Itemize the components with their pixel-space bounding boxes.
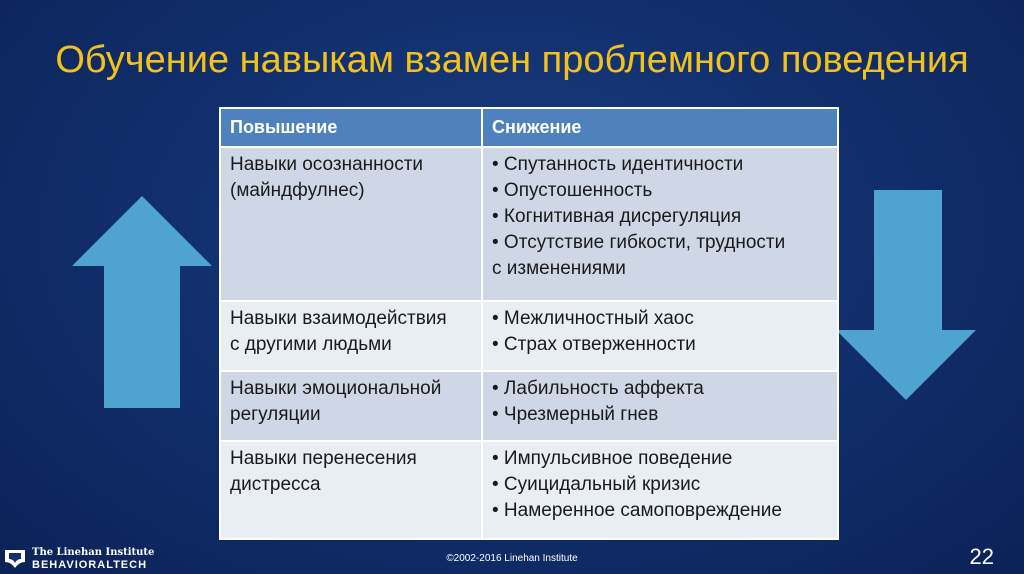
header-decrease: Снижение [482, 108, 838, 147]
skill-line: Навыки взаимодействия [230, 308, 447, 329]
skill-line: регуляции [230, 404, 321, 425]
skill-line: Навыки эмоциональной [230, 378, 442, 399]
reduce-item: • Импульсивное поведение [492, 448, 733, 469]
skill-line: Навыки осознанности [230, 154, 424, 175]
skill-line: Навыки перенесения [230, 448, 417, 469]
table-row [220, 301, 838, 371]
skill-cell [220, 301, 482, 371]
reduce-item: • Суицидальный кризис [492, 474, 701, 495]
table-row [220, 371, 838, 441]
skill-line: (майндфулнес) [230, 180, 365, 201]
arrow-down-icon [836, 190, 976, 400]
table-row [220, 147, 838, 301]
reduce-item: • Опустошенность [492, 180, 653, 201]
skill-cell [220, 147, 482, 301]
skill-line: с другими людьми [230, 334, 392, 355]
reduce-item: • Лабильность аффекта [492, 378, 704, 399]
skill-line: дистресса [230, 474, 321, 495]
arrow-up-icon [72, 196, 212, 408]
reduce-item: • Спутанность идентичности [492, 154, 744, 175]
logo-line-2: BEHAVIORALTECH [32, 559, 148, 571]
reduce-cell [482, 301, 838, 371]
table-header-row [220, 108, 838, 147]
reduce-cell [482, 371, 838, 441]
reduce-cell [482, 441, 838, 539]
logo-line-1: The Linehan Institute [32, 547, 155, 558]
slide-number: 22 [969, 544, 994, 569]
skills-table [219, 107, 839, 540]
header-increase: Повышение [220, 108, 482, 147]
reduce-item: • Когнитивная дисрегуляция [492, 206, 742, 227]
reduce-item: • Страх отверженности [492, 334, 696, 355]
reduce-item: с изменениями [492, 258, 626, 279]
skill-cell [220, 371, 482, 441]
reduce-item: • Намеренное самоповреждение [492, 500, 782, 521]
reduce-item: • Межличностный хаос [492, 308, 694, 329]
reduce-cell [482, 147, 838, 301]
skill-cell [220, 441, 482, 539]
reduce-item: • Чрезмерный гнев [492, 404, 659, 425]
reduce-item: • Отсутствие гибкости, трудности [492, 232, 786, 253]
slide-title: Обучение навыкам взамен проблемного поведения [55, 39, 969, 81]
table-row [220, 441, 838, 539]
copyright-text: ©2002-2016 Linehan Institute [446, 553, 578, 564]
